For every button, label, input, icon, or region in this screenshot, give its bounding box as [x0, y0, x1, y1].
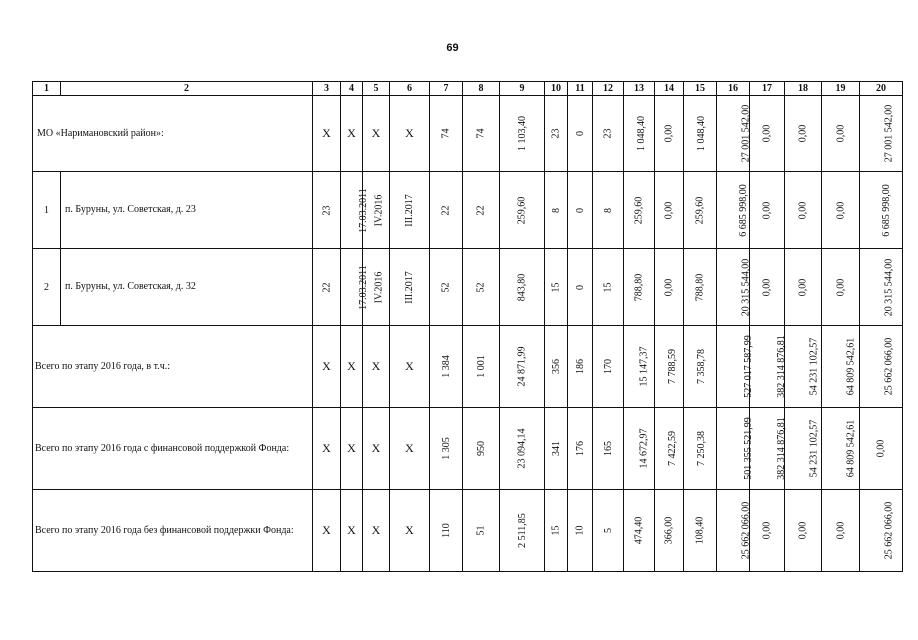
- table-cell: [568, 249, 593, 326]
- cell-value: 17.03.2011: [357, 264, 369, 310]
- header-cell: 5: [363, 82, 390, 96]
- cell-value: 110: [440, 523, 452, 538]
- cell-value: 25 662 066,00: [883, 337, 895, 396]
- table-cell: [593, 96, 624, 172]
- table-cell: [750, 172, 785, 249]
- cell-value: 176: [574, 441, 586, 456]
- cell-value: 2 511,85: [516, 513, 528, 548]
- table-cell: [717, 96, 750, 172]
- cell-value: 165: [602, 441, 614, 456]
- table-cell: [624, 172, 655, 249]
- header-cell: 15: [684, 82, 717, 96]
- cell-value: 6 685 998,00: [737, 183, 749, 237]
- cell-value: 0: [574, 207, 586, 213]
- table-cell: [500, 490, 545, 572]
- cell-value: 22: [440, 205, 452, 215]
- header-cell: 16: [717, 82, 750, 96]
- table-cell: [624, 96, 655, 172]
- cell-value: 0,00: [761, 201, 773, 219]
- cell-value: III.2017: [404, 270, 415, 304]
- cell-value: 0,00: [875, 439, 887, 458]
- header-cell: 13: [624, 82, 655, 96]
- building-address: п. Буруны, ул. Советская, д. 32: [61, 249, 313, 326]
- cell-value: 27 001 542,00: [883, 104, 895, 163]
- cell-value: 23: [602, 128, 614, 139]
- cell-value: 950: [475, 441, 487, 456]
- header-cell: 20: [860, 82, 903, 96]
- table-cell: Х: [313, 326, 341, 408]
- cell-value: 0,00: [835, 124, 846, 143]
- table-cell: [785, 249, 822, 326]
- cell-value: 1 305: [440, 437, 452, 460]
- cell-value: 52: [475, 282, 487, 292]
- table-cell: [568, 96, 593, 172]
- cell-value: 74: [440, 128, 452, 139]
- cell-value: 0,00: [761, 278, 773, 296]
- cell-value: 5: [602, 528, 614, 533]
- cell-value: 0,00: [797, 521, 809, 540]
- header-cell: 1: [33, 82, 61, 96]
- table-cell: Х: [390, 490, 430, 572]
- page-number: 69: [446, 42, 459, 54]
- table-cell: [822, 96, 860, 172]
- table-cell: Х: [363, 408, 390, 490]
- cell-value: 0,00: [663, 201, 675, 219]
- header-cell: 2: [61, 82, 313, 96]
- cell-value: III.2017: [404, 193, 415, 227]
- table-cell: [860, 172, 903, 249]
- table-cell: Х: [363, 326, 390, 408]
- cell-value: 259,60: [633, 196, 645, 224]
- table-cell: [545, 408, 568, 490]
- cell-value: 788,80: [633, 273, 645, 301]
- header-cell: 3: [313, 82, 341, 96]
- building-row: [33, 249, 903, 326]
- cell-value: 20 315 544,00: [883, 258, 895, 316]
- table-cell: [655, 326, 684, 408]
- cell-value: 1 103,40: [516, 116, 528, 151]
- cell-value: 10: [574, 525, 586, 536]
- row-label: МО «Наримановский район»:: [33, 96, 313, 172]
- table-cell: Х: [341, 326, 363, 408]
- table-cell: [500, 249, 545, 326]
- table-cell: [430, 490, 463, 572]
- table-cell: [684, 249, 717, 326]
- cell-value: 382 314 876,81: [775, 417, 787, 480]
- cell-value: 22: [475, 205, 487, 215]
- cell-value: 25 662 066,00: [740, 501, 752, 560]
- building-address: п. Буруны, ул. Советская, д. 23: [61, 172, 313, 249]
- cell-value: 7 358,78: [696, 349, 707, 384]
- cell-value: 74: [475, 128, 487, 139]
- cell-value: 259,60: [516, 196, 528, 224]
- table-cell: Х: [390, 96, 430, 172]
- table-cell: [390, 249, 430, 326]
- table-cell: [624, 249, 655, 326]
- resettlement-table: [32, 81, 903, 572]
- table-cell: [750, 408, 785, 490]
- table-cell: Х: [341, 490, 363, 572]
- table-cell: [568, 326, 593, 408]
- header-cell: 12: [593, 82, 624, 96]
- cell-value: 8: [602, 207, 614, 213]
- cell-value: 0,00: [797, 278, 809, 296]
- table-cell: [430, 96, 463, 172]
- row-number: 2: [33, 249, 61, 326]
- cell-value: 15 147,37: [638, 346, 650, 387]
- cell-value: 366,00: [663, 516, 675, 545]
- table-cell: [684, 490, 717, 572]
- total-without-fund-row: [33, 490, 903, 572]
- table-cell: [785, 326, 822, 408]
- cell-value: 501 355 521,99: [742, 417, 754, 480]
- table-cell: [313, 172, 341, 249]
- table-cell: [545, 96, 568, 172]
- table-cell: [500, 326, 545, 408]
- table-cell: [785, 408, 822, 490]
- total-row: [33, 326, 903, 408]
- table-cell: [313, 249, 341, 326]
- table-cell: Х: [313, 490, 341, 572]
- table-cell: [624, 326, 655, 408]
- cell-value: 52: [440, 282, 452, 292]
- table-cell: [624, 490, 655, 572]
- cell-value: 23 094,14: [516, 428, 528, 469]
- table-cell: [684, 408, 717, 490]
- cell-value: 7 422,59: [667, 431, 678, 466]
- table-cell: [500, 96, 545, 172]
- table-cell: [430, 408, 463, 490]
- row-label: Всего по этапу 2016 года без финансовой поддержки Фонда:: [33, 490, 313, 572]
- cell-value: 170: [602, 359, 614, 374]
- table-cell: [341, 172, 369, 249]
- cell-value: 341: [550, 441, 562, 456]
- cell-value: 22: [321, 282, 332, 292]
- table-cell: [545, 326, 568, 408]
- table-cell: [822, 408, 860, 490]
- cell-value: 0,00: [663, 124, 675, 143]
- table-cell: [684, 172, 717, 249]
- table-cell: [717, 326, 754, 408]
- cell-value: 23: [550, 128, 562, 139]
- cell-value: 356: [550, 359, 562, 374]
- table-cell: Х: [390, 326, 430, 408]
- table-cell: Х: [341, 408, 363, 490]
- table-cell: Х: [313, 96, 341, 172]
- table-cell: [860, 326, 903, 408]
- table-cell: [390, 172, 430, 249]
- table-cell: [684, 96, 717, 172]
- cell-value: 64 809 542,61: [845, 419, 857, 478]
- cell-value: 25 662 066,00: [883, 501, 895, 560]
- table-cell: [655, 249, 684, 326]
- cell-value: 0,00: [797, 201, 809, 219]
- table-cell: [593, 249, 624, 326]
- table-cell: [750, 326, 785, 408]
- table-cell: [655, 172, 684, 249]
- cell-value: 6 685 998,00: [880, 183, 892, 237]
- cell-value: 843,80: [516, 273, 528, 301]
- cell-value: 1 001: [475, 355, 487, 378]
- cell-value: 24 871,99: [516, 346, 528, 387]
- cell-value: 7 250,38: [696, 431, 707, 466]
- cell-value: 7 788,59: [667, 349, 678, 384]
- table-cell: [593, 326, 624, 408]
- header-cell: 18: [785, 82, 822, 96]
- row-label: Всего по этапу 2016 года с финансовой поддержкой Фонда:: [33, 408, 313, 490]
- cell-value: 0,00: [835, 521, 846, 540]
- table-cell: [655, 96, 684, 172]
- table-cell: [341, 249, 369, 326]
- table-cell: [500, 408, 545, 490]
- municipality-row: [33, 96, 903, 172]
- table-cell: Х: [363, 490, 390, 572]
- table-cell: [860, 490, 903, 572]
- table-cell: [568, 490, 593, 572]
- cell-value: 14 672,97: [638, 428, 650, 469]
- table-cell: [463, 490, 500, 572]
- table-cell: [717, 490, 750, 572]
- cell-value: 8: [550, 207, 562, 213]
- cell-value: 108,40: [694, 516, 706, 545]
- cell-value: 1 048,40: [696, 116, 707, 151]
- cell-value: 474,40: [633, 516, 645, 545]
- cell-value: 0,00: [761, 521, 773, 540]
- cell-value: 0,00: [761, 124, 773, 143]
- cell-value: IV.2016: [373, 271, 385, 303]
- header-cell: 9: [500, 82, 545, 96]
- cell-value: 382 314 876,81: [775, 335, 787, 398]
- cell-value: 23: [321, 205, 332, 215]
- total-with-fund-row: [33, 408, 903, 490]
- cell-value: 51: [475, 525, 487, 536]
- cell-value: 15: [602, 282, 614, 292]
- cell-value: 64 809 542,61: [845, 337, 857, 396]
- header-cell: 10: [545, 82, 568, 96]
- table-cell: [822, 249, 860, 326]
- table-cell: [655, 490, 684, 572]
- table-cell: [568, 408, 593, 490]
- table-cell: [430, 326, 463, 408]
- header-cell: 17: [750, 82, 785, 96]
- table-cell: [750, 490, 785, 572]
- table-cell: [750, 96, 785, 172]
- column-number-row: [33, 82, 903, 96]
- table-cell: [593, 490, 624, 572]
- cell-value: 186: [574, 359, 586, 374]
- header-cell: 8: [463, 82, 500, 96]
- cell-value: 0: [574, 284, 586, 290]
- table-cell: Х: [390, 408, 430, 490]
- table-cell: [785, 172, 822, 249]
- table-cell: [684, 326, 717, 408]
- cell-value: 17.03.2011: [357, 187, 369, 233]
- table-cell: [750, 249, 785, 326]
- header-cell: 7: [430, 82, 463, 96]
- table-cell: [860, 96, 903, 172]
- header-cell: 4: [341, 82, 363, 96]
- header-cell: 11: [568, 82, 593, 96]
- table-cell: [463, 96, 500, 172]
- cell-value: 0,00: [663, 278, 675, 296]
- cell-value: 15: [550, 282, 562, 292]
- cell-value: 527 017 587,99: [742, 335, 754, 398]
- table-cell: [545, 172, 568, 249]
- cell-value: 15: [550, 525, 562, 536]
- table-cell: [624, 408, 655, 490]
- building-row: [33, 172, 903, 249]
- header-cell: 6: [390, 82, 430, 96]
- table-cell: [822, 490, 860, 572]
- cell-value: 54 231 102,57: [808, 419, 820, 478]
- table-cell: [463, 326, 500, 408]
- table-cell: [568, 172, 593, 249]
- cell-value: 20 315 544,00: [740, 258, 752, 316]
- table-cell: [545, 249, 568, 326]
- table-cell: [430, 249, 463, 326]
- table-cell: [785, 96, 822, 172]
- table-cell: [545, 490, 568, 572]
- table-cell: Х: [341, 96, 363, 172]
- cell-value: IV.2016: [373, 194, 385, 226]
- cell-value: 788,80: [694, 273, 706, 301]
- table-cell: [860, 408, 903, 490]
- table-cell: [655, 408, 684, 490]
- table-cell: [822, 326, 860, 408]
- table-cell: [860, 249, 903, 326]
- table-cell: [785, 490, 822, 572]
- table-cell: [500, 172, 545, 249]
- cell-value: 0,00: [835, 201, 846, 219]
- table-cell: [463, 172, 500, 249]
- cell-value: 0: [574, 131, 586, 136]
- table-cell: [463, 408, 500, 490]
- cell-value: 1 048,40: [636, 116, 647, 151]
- table-cell: [430, 172, 463, 249]
- table-cell: [717, 172, 750, 249]
- row-label: Всего по этапу 2016 года, в т.ч.:: [33, 326, 313, 408]
- cell-value: 27 001 542,00: [740, 104, 752, 163]
- table-cell: [593, 408, 624, 490]
- cell-value: 0,00: [835, 278, 846, 296]
- cell-value: 1 384: [440, 355, 452, 378]
- table-cell: [822, 172, 860, 249]
- row-number: 1: [33, 172, 61, 249]
- table-cell: Х: [313, 408, 341, 490]
- header-cell: 14: [655, 82, 684, 96]
- table-cell: Х: [363, 96, 390, 172]
- cell-value: 0,00: [797, 124, 809, 143]
- cell-value: 54 231 102,57: [808, 337, 820, 396]
- cell-value: 259,60: [694, 196, 706, 224]
- table-cell: [463, 249, 500, 326]
- table-cell: [717, 249, 750, 326]
- table-cell: [717, 408, 754, 490]
- header-cell: 19: [822, 82, 860, 96]
- table-cell: [593, 172, 624, 249]
